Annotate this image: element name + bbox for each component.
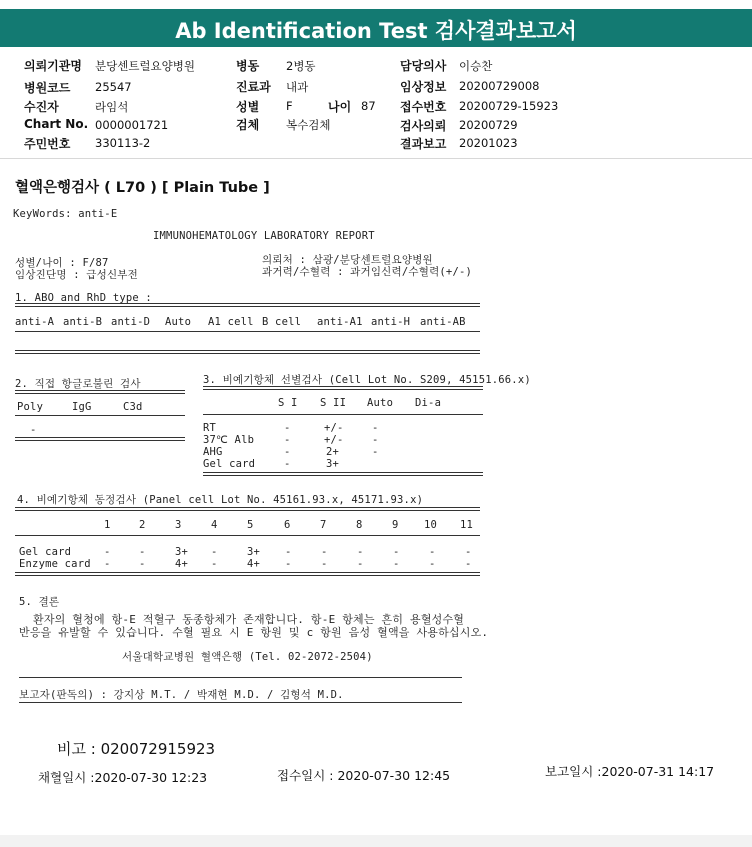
section-title: 혈액은행검사 ( L70 ) [ Plain Tube ] (15, 180, 270, 196)
panel-cell: - (285, 546, 292, 558)
screen-row-label: AHG (203, 446, 223, 458)
panel-cell: - (429, 546, 436, 558)
remark: 비고 : 020072915923 (57, 740, 216, 758)
screen-row-label: Gel card (203, 458, 256, 470)
screen-row-label: 37℃ Alb (203, 434, 255, 446)
conclusion-title: 5. 결론 (19, 596, 60, 608)
panel-header: 1 (104, 519, 111, 531)
panel-row-label: Gel card (19, 546, 72, 558)
bottom-band (0, 835, 752, 847)
conclusion-line-1: 환자의 혈청에 항-E 적혈구 동종항체가 존재합니다. 항-E 항체는 흔히 용혈성수혈 (33, 613, 465, 626)
panel-cell: - (429, 558, 436, 570)
panel-cell: - (211, 558, 218, 570)
panel-cell: - (465, 558, 472, 570)
transfusion-history: 과거력/수혈력 : 과거임신력/수혈력(+/-) (262, 266, 473, 278)
panel-rule-top (15, 507, 480, 511)
screen-header-s2: S II (320, 397, 347, 409)
label-sex: 성별 (236, 100, 260, 114)
reported-time: 보고일시 :2020-07-31 14:17 (545, 764, 715, 779)
screen-rule-top (203, 386, 483, 390)
panel-cell: 3+ (247, 546, 261, 558)
label-physician: 담당의사 (400, 59, 447, 73)
value-receipt-no: 20200729-15923 (459, 99, 559, 113)
label-receipt-no: 접수번호 (400, 100, 447, 114)
abo-header-anti-h: anti-H (371, 316, 411, 328)
requesting-site: 의뢰처 : 삼광/분당센트럴요양병원 (262, 254, 433, 266)
panel-cell: - (139, 558, 146, 570)
label-test-request: 검사의뢰 (400, 119, 447, 133)
value-test-request: 20200729 (459, 118, 518, 132)
dat-title: 2. 직접 항글로불린 검사 (15, 378, 141, 390)
abo-header-anti-a1: anti-A1 (317, 316, 363, 328)
dat-value: - (30, 424, 37, 436)
screen-cell: - (372, 446, 379, 458)
abo-rule-bottom (15, 350, 480, 354)
screen-header-auto: Auto (367, 397, 394, 409)
sex-age: 성별/나이 : F/87 (15, 257, 109, 269)
conclusion-line-2: 반응을 유발할 수 있습니다. 수혈 필요 시 E 항원 및 c 항원 음성 혈액을 사용하십시오. (19, 626, 489, 639)
screen-cell: +/- (324, 434, 344, 446)
hospital-contact: 서울대학교병원 혈액은행 (Tel. 02-2072-2504) (122, 651, 373, 663)
abo-rule-mid (15, 331, 480, 332)
value-result-report: 20201023 (459, 136, 518, 150)
abo-title: 1. ABO and RhD type : (15, 292, 152, 304)
label-hospital-code: 병원코드 (24, 81, 71, 95)
panel-cell: - (465, 546, 472, 558)
value-hospital-code: 25547 (95, 80, 132, 94)
panel-header: 10 (424, 519, 438, 531)
panel-cell: - (139, 546, 146, 558)
value-clinical-info: 20200729008 (459, 79, 540, 93)
dat-rule-mid (15, 415, 185, 416)
report-title: Ab Identification Test 검사결과보고서 (175, 19, 577, 43)
panel-row-label: Enzyme card (19, 558, 91, 570)
label-patient: 수진자 (24, 100, 59, 114)
value-specimen: 복수검체 (286, 118, 331, 132)
value-age: 87 (361, 99, 376, 113)
panel-cell: - (211, 546, 218, 558)
screen-cell: - (284, 458, 291, 470)
screen-header-dia: Di-a (415, 397, 442, 409)
screen-cell: - (284, 434, 291, 446)
label-specimen: 검체 (236, 118, 260, 132)
abo-header-b-cell: B cell (262, 316, 302, 328)
screen-rule-bottom (203, 472, 483, 476)
title-banner (0, 9, 752, 47)
screen-title: 3. 비예기항체 선별검사 (Cell Lot No. S209, 45151.66.x) (203, 374, 531, 386)
panel-cell: - (321, 558, 328, 570)
screen-cell: - (284, 446, 291, 458)
panel-cell: - (285, 558, 292, 570)
value-ward: 2병동 (286, 59, 316, 73)
screen-cell: - (372, 422, 379, 434)
panel-cell: - (321, 546, 328, 558)
screen-cell: - (372, 434, 379, 446)
label-result-report: 결과보고 (400, 137, 447, 151)
abo-header-auto: Auto (165, 316, 192, 328)
panel-cell: - (104, 546, 111, 558)
panel-cell: - (393, 546, 400, 558)
lab-report-title: IMMUNOHEMATOLOGY LABORATORY REPORT (153, 230, 375, 242)
panel-rule-mid (15, 535, 480, 536)
received-time: 접수일시 : 2020-07-30 12:45 (277, 768, 451, 783)
panel-header: 7 (320, 519, 327, 531)
abo-header-anti-d: anti-D (111, 316, 151, 328)
value-chart-no: 0000001721 (95, 118, 169, 132)
label-requesting-institution: 의뢰기관명 (24, 59, 82, 73)
label-ward: 병동 (236, 59, 260, 73)
panel-title: 4. 비예기항체 동정검사 (Panel cell Lot No. 45161.93.x, 45171.93.x) (17, 494, 424, 506)
screen-cell: - (284, 422, 291, 434)
panel-header: 8 (356, 519, 363, 531)
panel-header: 2 (139, 519, 146, 531)
keywords: KeyWords: anti-E (13, 208, 118, 220)
panel-cell: - (104, 558, 111, 570)
abo-header-anti-a: anti-A (15, 316, 55, 328)
abo-header-anti-ab: anti-AB (420, 316, 466, 328)
reporter-rule-bottom (19, 702, 462, 703)
screen-cell: 3+ (326, 458, 340, 470)
value-department: 내과 (286, 80, 309, 94)
abo-rule-top (15, 303, 480, 307)
value-sex: F (286, 99, 293, 113)
panel-cell: 4+ (175, 558, 189, 570)
panel-cell: 4+ (247, 558, 261, 570)
dat-header-igg: IgG (72, 401, 92, 413)
panel-header: 11 (460, 519, 474, 531)
label-age: 나이 (328, 100, 352, 114)
panel-header: 4 (211, 519, 218, 531)
label-department: 진료과 (236, 80, 271, 94)
dat-header-poly: Poly (17, 401, 44, 413)
panel-cell: - (357, 546, 364, 558)
header-divider (0, 158, 752, 159)
dat-rule-bottom (15, 437, 185, 441)
dat-rule-top (15, 390, 185, 394)
value-physician: 이승찬 (459, 59, 493, 73)
value-requesting-institution: 분당센트럴요양병원 (95, 59, 195, 73)
panel-cell: 3+ (175, 546, 189, 558)
panel-header: 3 (175, 519, 182, 531)
reporter-rule-top (19, 677, 462, 678)
screen-header-s1: S I (278, 397, 298, 409)
label-chart-no: Chart No. (24, 117, 89, 131)
value-resident-no: 330113-2 (95, 136, 151, 150)
panel-header: 9 (392, 519, 399, 531)
panel-cell: - (393, 558, 400, 570)
dat-header-c3d: C3d (123, 401, 143, 413)
screen-cell: 2+ (326, 446, 340, 458)
screen-rule-mid (203, 414, 483, 415)
panel-cell: - (357, 558, 364, 570)
screen-row-label: RT (203, 422, 217, 434)
panel-header: 6 (284, 519, 291, 531)
screen-cell: +/- (324, 422, 344, 434)
value-patient: 라임석 (95, 100, 129, 114)
abo-header-a1-cell: A1 cell (208, 316, 254, 328)
abo-header-anti-b: anti-B (63, 316, 103, 328)
reporter: 보고자(판독의) : 강지상 M.T. / 박재현 M.D. / 김형석 M.D. (19, 689, 344, 701)
panel-header: 5 (247, 519, 254, 531)
label-clinical-info: 임상정보 (400, 80, 447, 94)
label-resident-no: 주민번호 (24, 137, 71, 151)
clinical-diagnosis: 임상진단명 : 급성신부전 (15, 269, 138, 281)
panel-rule-bottom (15, 572, 480, 576)
collected-time: 채혈일시 :2020-07-30 12:23 (38, 770, 208, 785)
